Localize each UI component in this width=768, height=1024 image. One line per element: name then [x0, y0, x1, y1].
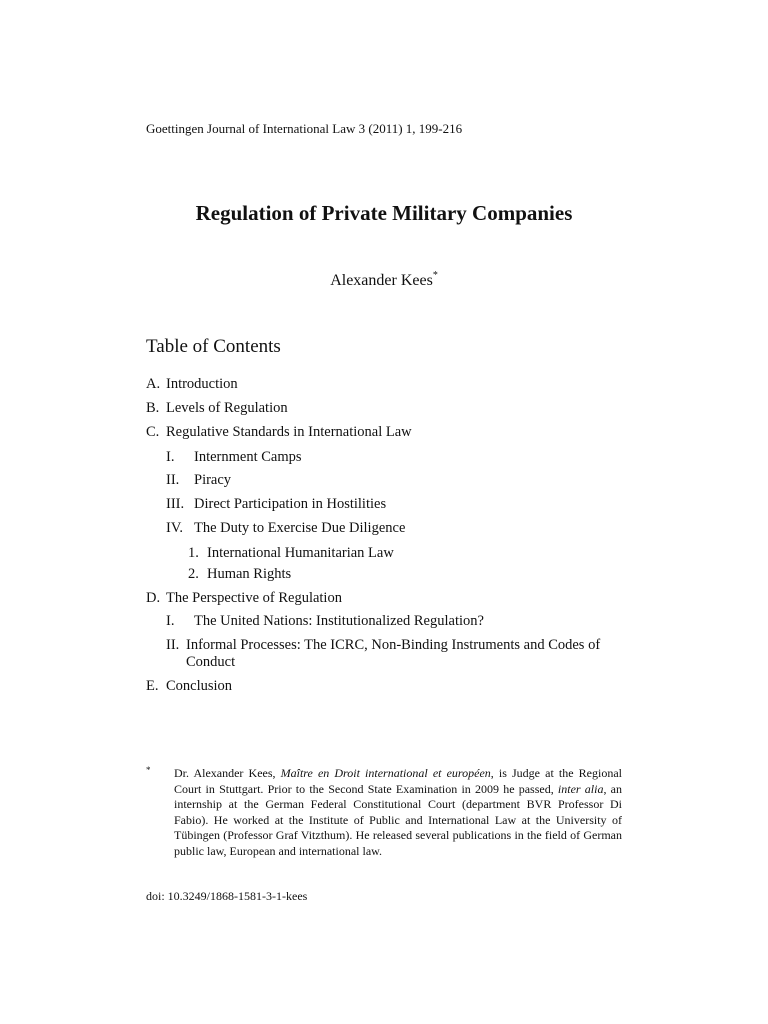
toc-item-number: B.	[146, 400, 160, 416]
footnote-text-part: , is Judge at the Regional Court in Stuttgart. Prior to the Second State Examination in 2009 he passed,	[174, 766, 622, 796]
toc-item-number: D.	[146, 590, 161, 606]
footnote-italic-phrase: inter alia	[557, 781, 604, 796]
toc-item	[146, 678, 232, 695]
toc-item	[188, 545, 394, 562]
toc-item	[166, 449, 302, 466]
toc-item	[166, 496, 386, 513]
toc-item-label: Internment Camps	[194, 449, 302, 465]
toc-item	[146, 590, 342, 607]
toc-item-number: I.	[166, 613, 175, 629]
toc-item-label: Informal Processes: The ICRC, Non-Binding Instruments and Codes of Conduct	[186, 637, 601, 670]
toc-item-label: Regulative Standards in International Law	[166, 424, 412, 440]
doi-line: doi: 10.3249/1868-1581-3-1-kees	[146, 889, 308, 903]
toc-item	[146, 400, 288, 417]
toc-item-number: IV.	[166, 520, 184, 536]
toc-item-number: 1.	[188, 545, 199, 561]
footnote-mark: *	[146, 765, 151, 775]
toc-item	[188, 566, 291, 583]
toc-item-label: The Perspective of Regulation	[166, 590, 342, 606]
toc-item	[146, 424, 412, 441]
author-line	[0, 272, 768, 290]
toc-item-label: International Humanitarian Law	[207, 545, 394, 561]
toc-item-label: The United Nations: Institutionalized Regulation?	[194, 613, 484, 629]
toc-item-number: II.	[166, 637, 180, 653]
footnote-text	[174, 766, 622, 859]
author-footnote	[146, 766, 622, 859]
footnote-text-part: Dr. Alexander Kees,	[174, 766, 281, 780]
author-footnote-mark: *	[432, 270, 438, 281]
toc-item-number: I.	[166, 449, 175, 465]
toc-item-label: Piracy	[194, 472, 232, 488]
footnote-italic-title: Maître en Droit international et européen	[280, 766, 491, 780]
toc-heading: Table of Contents	[146, 336, 281, 357]
toc-item-number: A.	[146, 376, 161, 392]
toc-item-number: 2.	[188, 566, 199, 582]
article-title: Regulation of Private Military Companies	[195, 201, 573, 225]
toc-item-label: Human Rights	[207, 566, 292, 582]
toc-item	[166, 520, 405, 537]
toc-item	[146, 376, 238, 393]
toc-item-label: Levels of Regulation	[166, 400, 288, 416]
toc-item-label: Direct Participation in Hostilities	[194, 496, 387, 512]
toc-item	[166, 472, 231, 489]
toc-item-label: Conclusion	[166, 678, 233, 694]
toc-item-label: The Duty to Exercise Due Diligence	[194, 520, 406, 536]
toc-item-number: E.	[146, 678, 159, 694]
toc-item	[166, 637, 642, 671]
footnote-text-part: , an internship at the German Federal Constitutional Court (department BVR Professor Di Fabio). He worked at the Institute of Public and International Law at the University of Tübingen (Professor Graf Vitzthum). He released several publications in the field of German public law, European and international law.	[174, 781, 622, 858]
author-name: Alexander Kees	[330, 272, 433, 289]
toc-item-number: III.	[166, 496, 185, 512]
toc-item-number: II.	[166, 472, 180, 488]
toc-item	[166, 613, 484, 630]
journal-citation: Goettingen Journal of International Law 3 (2011) 1, 199-216	[146, 121, 463, 136]
toc-item-number: C.	[146, 424, 160, 440]
toc-item-label: Introduction	[166, 376, 238, 392]
